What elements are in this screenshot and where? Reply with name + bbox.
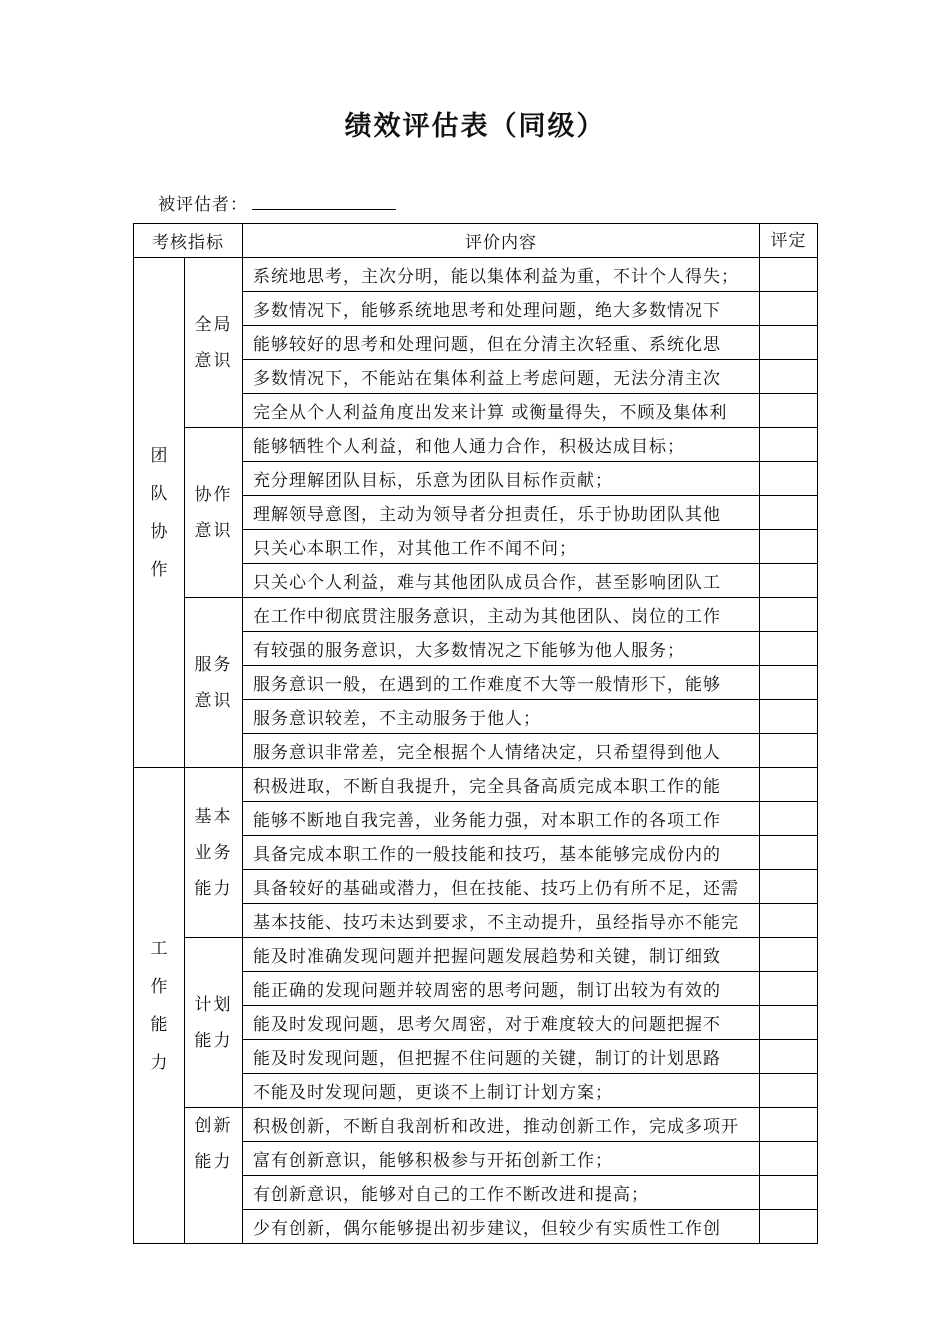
criteria-text: 少有创新，偶尔能够提出初步建议，但较少有实质性工作创 — [243, 1210, 760, 1244]
criteria-text: 有较强的服务意识，大多数情况之下能够为他人服务； — [243, 632, 760, 666]
rating-cell[interactable] — [760, 292, 818, 326]
rating-cell[interactable] — [760, 360, 818, 394]
rating-cell[interactable] — [760, 462, 818, 496]
page-title: 绩效评估表（同级） — [344, 111, 606, 142]
header-content: 评价内容 — [243, 224, 760, 258]
criteria-text: 服务意识较差，不主动服务于他人； — [243, 700, 760, 734]
subcategory-cell — [185, 428, 243, 598]
subcategory-cell — [185, 258, 243, 428]
criteria-text: 系统地思考，主次分明，能以集体利益为重，不计个人得失； — [243, 258, 760, 292]
rating-cell[interactable] — [760, 870, 818, 904]
rating-cell[interactable] — [760, 564, 818, 598]
rating-cell[interactable] — [760, 1074, 818, 1108]
criteria-text: 只关心本职工作，对其他工作不闻不问； — [243, 530, 760, 564]
subcategory-label: 协作意识 — [194, 484, 233, 541]
criteria-text: 充分理解团队目标，乐意为团队目标作贡献； — [243, 462, 760, 496]
rating-cell[interactable] — [760, 1210, 818, 1244]
subcategory-cell — [185, 598, 243, 768]
rating-cell[interactable] — [760, 1108, 818, 1142]
criteria-text: 完全从个人利益角度出发来计算 或衡量得失，不顾及集体利 — [243, 394, 760, 428]
criteria-text: 富有创新意识，能够积极参与开拓创新工作； — [243, 1142, 760, 1176]
criteria-text: 积极创新，不断自我剖析和改进，推动创新工作，完成多项开 — [243, 1108, 760, 1142]
criteria-text: 能正确的发现问题并较周密的思考问题，制订出较为有效的 — [243, 972, 760, 1006]
criteria-text: 能及时发现问题，但把握不住问题的关键，制订的计划思路 — [243, 1040, 760, 1074]
rating-cell[interactable] — [760, 394, 818, 428]
rating-cell[interactable] — [760, 904, 818, 938]
rating-cell[interactable] — [760, 1142, 818, 1176]
criteria-text: 服务意识一般，在遇到的工作难度不大等一般情形下，能够 — [243, 666, 760, 700]
criteria-text: 积极进取，不断自我提升，完全具备高质完成本职工作的能 — [243, 768, 760, 802]
rating-cell[interactable] — [760, 1040, 818, 1074]
rating-cell[interactable] — [760, 326, 818, 360]
rating-cell[interactable] — [760, 802, 818, 836]
subcategory-cell — [185, 768, 243, 938]
rating-cell[interactable] — [760, 1006, 818, 1040]
evaluation-table — [133, 223, 818, 1244]
rating-cell[interactable] — [760, 768, 818, 802]
rating-cell[interactable] — [760, 700, 818, 734]
subcategory-label: 计划能力 — [194, 994, 233, 1051]
criteria-text: 能及时发现问题，思考欠周密，对于难度较大的问题把握不 — [243, 1006, 760, 1040]
table-row — [134, 1108, 818, 1142]
subcategory-label: 创新能力 — [194, 1116, 233, 1172]
rating-cell[interactable] — [760, 632, 818, 666]
rating-cell[interactable] — [760, 258, 818, 292]
evaluatee-label: 被评估者： — [158, 195, 248, 215]
criteria-text: 具备较好的基础或潜力，但在技能、技巧上仍有所不足，还需 — [243, 870, 760, 904]
criteria-text: 能够不断地自我完善，业务能力强，对本职工作的各项工作 — [243, 802, 760, 836]
criteria-text: 多数情况下，能够系统地思考和处理问题，绝大多数情况下 — [243, 292, 760, 326]
subcategory-cell — [185, 938, 243, 1108]
table-row — [134, 768, 818, 802]
rating-cell[interactable] — [760, 530, 818, 564]
rating-cell[interactable] — [760, 666, 818, 700]
rating-cell[interactable] — [760, 428, 818, 462]
criteria-text: 只关心个人利益，难与其他团队成员合作，甚至影响团队工 — [243, 564, 760, 598]
category-cell — [134, 258, 185, 768]
criteria-text: 服务意识非常差，完全根据个人情绪决定，只希望得到他人 — [243, 734, 760, 768]
rating-cell[interactable] — [760, 1176, 818, 1210]
table-row — [134, 938, 818, 972]
table-body — [134, 258, 818, 1244]
criteria-text: 在工作中彻底贯注服务意识，主动为其他团队、岗位的工作 — [243, 598, 760, 632]
table-row — [134, 258, 818, 292]
criteria-text: 具备完成本职工作的一般技能和技巧，基本能够完成份内的 — [243, 836, 760, 870]
category-cell — [134, 768, 185, 1244]
rating-cell[interactable] — [760, 496, 818, 530]
criteria-text: 能及时准确发现问题并把握问题发展趋势和关键，制订细致 — [243, 938, 760, 972]
header-rating: 评定 — [760, 224, 818, 258]
category-label: 团队协作 — [150, 445, 168, 580]
criteria-text: 不能及时发现问题，更谈不上制订计划方案； — [243, 1074, 760, 1108]
criteria-text: 有创新意识，能够对自己的工作不断改进和提高； — [243, 1176, 760, 1210]
subcategory-label: 服务意识 — [194, 654, 233, 711]
rating-cell[interactable] — [760, 972, 818, 1006]
criteria-text: 基本技能、技巧未达到要求，不主动提升，虽经指导亦不能完 — [243, 904, 760, 938]
category-label: 工作能力 — [150, 938, 168, 1073]
rating-cell[interactable] — [760, 836, 818, 870]
header-indicator: 考核指标 — [134, 224, 243, 258]
criteria-text: 能够牺牲个人利益，和他人通力合作，积极达成目标； — [243, 428, 760, 462]
evaluatee-name-field[interactable] — [252, 209, 396, 210]
subcategory-cell — [185, 1108, 243, 1244]
criteria-text: 理解领导意图，主动为领导者分担责任，乐于协助团队其他 — [243, 496, 760, 530]
subcategory-label: 基本业务能力 — [194, 806, 233, 899]
criteria-text: 多数情况下，不能站在集体利益上考虑问题，无法分清主次 — [243, 360, 760, 394]
criteria-text: 能够较好的思考和处理问题，但在分清主次轻重、系统化思 — [243, 326, 760, 360]
rating-cell[interactable] — [760, 598, 818, 632]
rating-cell[interactable] — [760, 734, 818, 768]
rating-cell[interactable] — [760, 938, 818, 972]
subcategory-label: 全局意识 — [194, 314, 233, 371]
table-row — [134, 428, 818, 462]
table-row — [134, 598, 818, 632]
